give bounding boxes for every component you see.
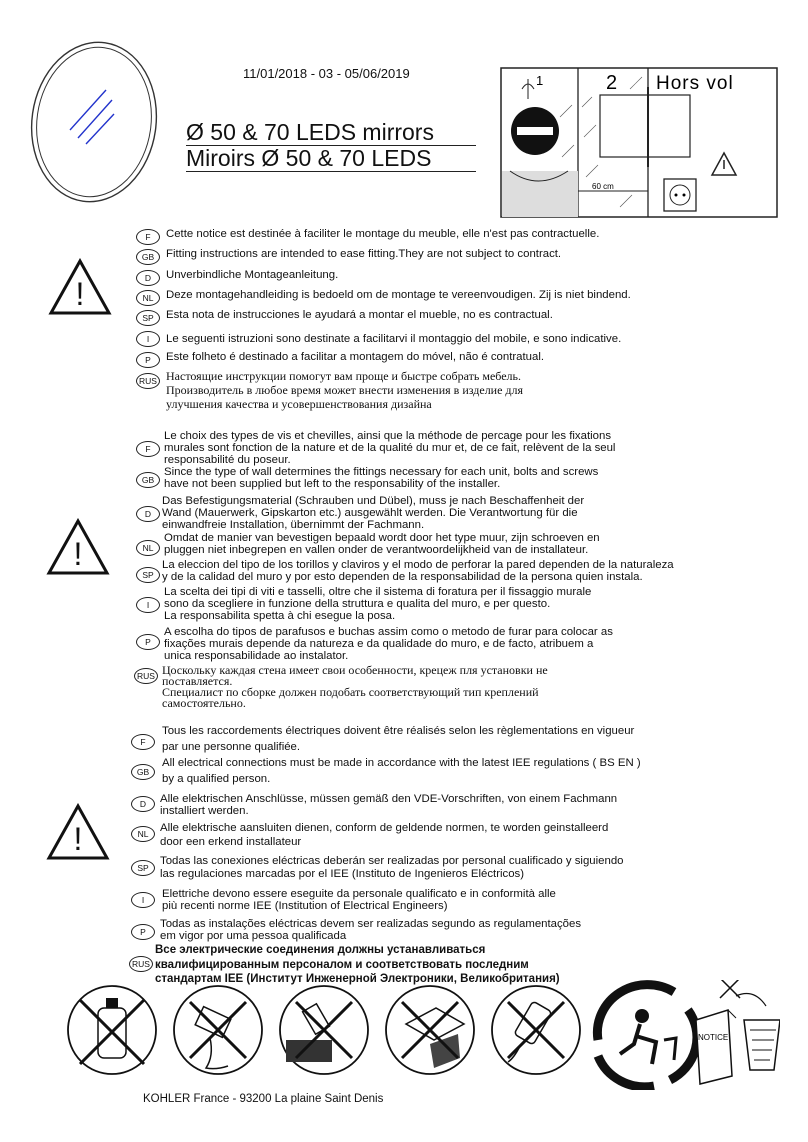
fixings-line: поставляется. bbox=[162, 674, 233, 688]
lang-badge: P bbox=[136, 352, 160, 368]
svg-text:!: ! bbox=[73, 536, 83, 572]
distance-label: 60 cm bbox=[592, 182, 614, 191]
lang-badge: D bbox=[136, 270, 160, 286]
no-aerosol-icon bbox=[68, 986, 156, 1074]
fixings-line: Специалист по сборке должен подобать соответствующий тип креплений bbox=[162, 685, 539, 699]
electrical-line: em vigor por uma pessoa qualificada bbox=[160, 930, 347, 942]
no-abrasive-icon bbox=[280, 986, 368, 1074]
electrical-line: Todas las conexiones eléctricas deberán ser realizadas por personal cualificado y siguiendo bbox=[160, 855, 624, 867]
fixings-line: responsabilité du poseur. bbox=[164, 454, 291, 466]
lang-badge: RUS bbox=[136, 373, 160, 389]
electrical-line: Все электрические соединения должны устанавливаться bbox=[155, 944, 486, 956]
hors-vol-label: Hors vol bbox=[656, 73, 734, 94]
fixings-line: La eleccion del tipo de los torillos y claviros y el modo de perforar la pared dependen de la naturaleza bbox=[162, 559, 674, 571]
lang-badge: SP bbox=[136, 567, 160, 583]
lang-badge: SP bbox=[131, 860, 155, 876]
fixings-line: Wand (Mauerwerk, Gipskarton etc.) ausgewählt werden. Die Verantwortung für die bbox=[162, 507, 578, 519]
electrical-line: by a qualified person. bbox=[162, 773, 271, 785]
no-entry-icon bbox=[511, 107, 559, 155]
zone-2-label: 2 bbox=[606, 72, 618, 94]
round-mirror-illustration bbox=[24, 38, 164, 208]
fixings-line: Цоскольку каждая стена имеет свои особенности, крецеж пля установки не bbox=[162, 663, 548, 677]
notice-booklet-icon bbox=[696, 1010, 736, 1084]
electrical-line: квалифицированным персоналом и соответствовать последним bbox=[155, 959, 529, 971]
fixings-line: La responsabilita spetta à chi esegue la posa. bbox=[164, 610, 396, 622]
lang-badge: D bbox=[131, 796, 155, 812]
title-en: Ø 50 & 70 LEDS mirrors bbox=[186, 119, 434, 145]
lang-badge: NL bbox=[136, 540, 160, 556]
notice-label: NOTICE bbox=[698, 1033, 729, 1042]
notice-line: улучшения качества и усовершенствования дизайна bbox=[166, 397, 432, 411]
svg-text:!: ! bbox=[73, 821, 83, 857]
electrical-line: Alle elektrischen Anschlüsse, müssen gemäß den VDE-Vorschriften, von einem Fachmann bbox=[160, 793, 618, 805]
lang-badge: GB bbox=[136, 249, 160, 265]
bath-tub bbox=[502, 171, 578, 217]
notice-line: Unverbindliche Montageanleitung. bbox=[166, 269, 339, 281]
no-liquid-spill-icon bbox=[174, 986, 262, 1074]
electrical-line: las regulaciones marcadas por el IEE (Instituto de Ingenieros Eléctricos) bbox=[160, 868, 525, 880]
fixings-line: sono da scegliere in funzione della struttura e qualita del muro, e per questo. bbox=[164, 598, 551, 610]
warning-triangle-icon bbox=[46, 518, 110, 576]
zone-1-label: 1 bbox=[536, 73, 544, 88]
notice-line: Esta nota de instrucciones le ayudará a montar el mueble, no es contractual. bbox=[166, 309, 553, 321]
notice-line: Deze montagehandleiding is bedoeld om de montage te vereenvoudigen. Zij is niet bindend. bbox=[166, 289, 631, 301]
no-detergent-icon bbox=[492, 986, 580, 1074]
fixings-line: unica responsabilidade ao instalator. bbox=[164, 650, 349, 662]
electrical-line: installiert werden. bbox=[160, 805, 249, 817]
electrical-line: Elettriche devono essere eseguite da personale qualificato e in conformità alle bbox=[162, 888, 556, 900]
lang-badge: I bbox=[136, 331, 160, 347]
notice-line: Настоящие инструкции помогут вам проще и быстре собрать мебель. bbox=[166, 369, 522, 383]
care-pictograms bbox=[60, 980, 780, 1090]
electrical-line: стандартам IEE (Институт Инженерной Электроники, Великобритания) bbox=[155, 973, 560, 985]
fixings-line: La scelta dei tipi di viti e tasselli, oltre che il sistema di foratura per il fissaggio murale bbox=[164, 586, 592, 598]
title-fr: Miroirs Ø 50 & 70 LEDS bbox=[186, 145, 432, 171]
notice-line: Fitting instructions are intended to ease fitting.They are not subject to contract. bbox=[166, 248, 562, 260]
bathroom-zone-diagram bbox=[500, 67, 780, 219]
fixings-line: murales sont fonction de la nature et de la qualité du mur et, de ce fait, relèvent de la seul bbox=[164, 442, 616, 454]
revision-dates: 11/01/2018 - 03 - 05/06/2019 bbox=[243, 66, 410, 81]
lang-badge: GB bbox=[136, 472, 160, 488]
notice-line: Este folheto é destinado a facilitar a montagem do móvel, não é contratual. bbox=[166, 351, 545, 363]
fixings-line: самостоятельно. bbox=[162, 696, 246, 710]
lang-badge: SP bbox=[136, 310, 160, 326]
mirror-cabinet bbox=[600, 95, 690, 157]
fixings-line: Das Befestigungsmaterial (Schrauben und Dübel), muss je nach Beschaffenheit der bbox=[162, 495, 585, 507]
svg-text:!: ! bbox=[75, 276, 85, 312]
lang-badge: RUS bbox=[129, 956, 153, 972]
notice-line: Производитель в любое время может внести изменения в изделие для bbox=[166, 383, 524, 397]
lang-badge: D bbox=[136, 506, 160, 522]
title-underline-2 bbox=[186, 171, 476, 172]
lang-badge: P bbox=[131, 924, 155, 940]
power-socket-icon bbox=[664, 179, 696, 211]
fixings-line: fixações murais depende da natureza e da qualidade do muro, e de facto, atribuem a bbox=[164, 638, 594, 650]
fixings-line: Since the type of wall determines the fittings necessary for each unit, bolts and screws bbox=[164, 466, 599, 478]
fixings-line: y de la calidad del muro y por esto dependen de la responsabilidad de la persona quien instala. bbox=[162, 571, 643, 583]
lang-badge: F bbox=[136, 441, 160, 457]
fixings-line: pluggen niet inbegrepen en vallen onder de verantwoordelijkheid van de installateur. bbox=[164, 544, 589, 556]
fixings-line: Omdat de manier van bevestigen bepaald wordt door het type muur, zijn schroeven en bbox=[164, 532, 600, 544]
lang-badge: P bbox=[136, 634, 160, 650]
lang-badge: NL bbox=[136, 290, 160, 306]
recycling-icon bbox=[597, 985, 697, 1087]
electrical-line: All electrical connections must be made in accordance with the latest IEE regulations ( BS EN ) bbox=[162, 757, 641, 769]
fixings-line: einwandfreie Installation, übernimmt der Fachmann. bbox=[162, 519, 425, 531]
no-solvent-icon bbox=[386, 986, 474, 1074]
lang-badge: RUS bbox=[134, 668, 158, 684]
electrical-line: door een erkend installateur bbox=[160, 836, 302, 848]
warning-triangle-icon bbox=[48, 258, 112, 316]
lang-badge: GB bbox=[131, 764, 155, 780]
warning-triangle-icon bbox=[46, 803, 110, 861]
notice-line: Le seguenti istruzioni sono destinate a facilitarvi il montaggio del mobile, e sono indicative. bbox=[166, 333, 622, 345]
electrical-line: Todas as instalações eléctricas devem ser realizadas segundo as regulamentações bbox=[160, 918, 582, 930]
electrical-line: Tous les raccordements électriques doivent être réalisés selon les règlementations en vigueur bbox=[162, 725, 635, 737]
electrical-line: Alle elektrische aansluiten dienen, conform de geldende normen, te worden geinstalleerd bbox=[160, 822, 609, 834]
lang-badge: F bbox=[136, 229, 160, 245]
lang-badge: NL bbox=[131, 826, 155, 842]
fixings-line: Le choix des types de vis et chevilles, ainsi que la méthode de percage pour les fixations bbox=[164, 430, 612, 442]
fixings-line: have not been supplied but left to the responsability of the installer. bbox=[164, 478, 501, 490]
electrical-line: più recenti norme IEE (Institution of Electrical Engineers) bbox=[162, 900, 448, 912]
electrical-line: par une personne qualifiée. bbox=[162, 741, 301, 753]
notice-line: Cette notice est destinée à faciliter le montage du meuble, elle n'est pas contractuelle. bbox=[166, 228, 600, 240]
fixings-line: A escolha do tipos de parafusos e buchas assim como o metodo de furar para colocar as bbox=[164, 626, 613, 638]
company-address: KOHLER France - 93200 La plaine Saint Denis bbox=[143, 1093, 384, 1105]
lang-badge: F bbox=[131, 734, 155, 750]
lang-badge: I bbox=[136, 597, 160, 613]
lang-badge: I bbox=[131, 892, 155, 908]
